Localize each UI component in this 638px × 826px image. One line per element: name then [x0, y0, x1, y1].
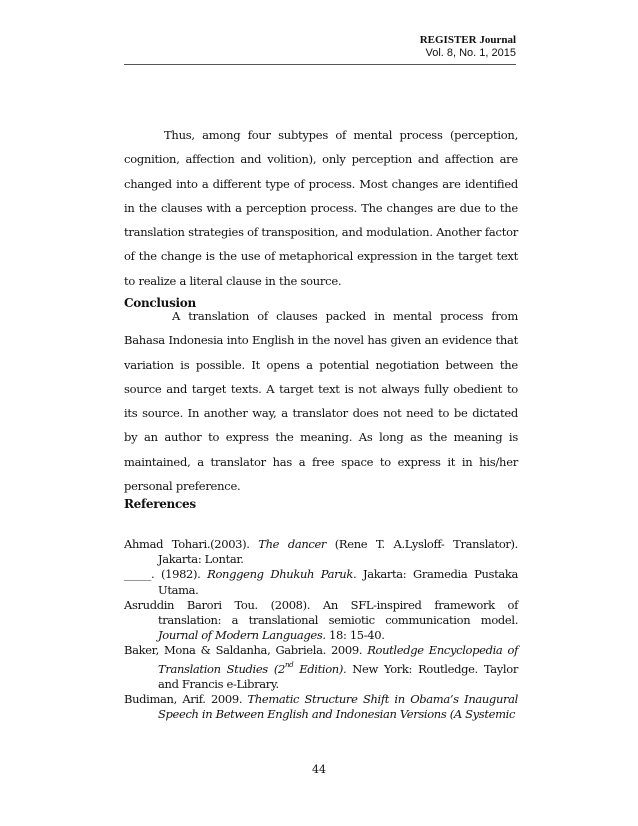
reference-item: Baker, Mona & Saldanha, Gabriela. 2009. Routledge Encyclopedia of Translation Studies (2nd Edition). New York: Routledge. Taylor and Francis e-Library.	[124, 643, 518, 691]
reference-item: Asruddin Barori Tou. (2008). An SFL-inspired framework of translation: a translational semiotic communication model. Journal of Modern Languages. 18: 15-40.	[124, 597, 518, 643]
reference-item: _____. (1982). Ronggeng Dhukuh Paruk. Jakarta: Gramedia Pustaka Utama.	[124, 567, 518, 597]
conclusion-paragraph	[124, 304, 518, 498]
reference-item: Budiman, Arif. 2009. Thematic Structure Shift in Obama’s Inaugural Speech in Between English and Indonesian Versions (A Systemic	[124, 691, 518, 722]
references-heading: References	[124, 497, 196, 511]
body-paragraph	[124, 123, 518, 293]
running-header	[124, 34, 516, 65]
reference-list	[124, 537, 518, 722]
reference-item: Ahmad Tohari.(2003). The dancer (Rene T. A.Lysloff- Translator). Jakarta: Lontar.	[124, 537, 518, 567]
conclusion-text: A translation of clauses packed in mental process from Bahasa Indonesia into English in the novel has given an evidence that variation is possible. It opens a potential negotiation between the source and target texts. A target text is not always fully obedient to its source. In another way, a translator does not need to be dictated by an author to express the meaning. As long as the meaning is maintained, a translator has a free space to express it in his/her personal preference.	[124, 309, 518, 494]
journal-volume: Vol. 8, No. 1, 2015	[425, 47, 516, 59]
journal-name: REGISTER Journal	[419, 34, 516, 46]
conclusion-heading: Conclusion	[124, 296, 196, 310]
paragraph-text: Thus, among four subtypes of mental process (perception, cognition, affection and volition), only perception and affection are changed into a different type of process. Most changes are identified in the clauses with a perception process. The changes are due to the translation strategies of transposition, and modulation. Another factor of the change is the use of metaphorical expression in the target text to realize a literal clause in the source.	[124, 128, 518, 288]
page-number: 44	[312, 763, 326, 776]
